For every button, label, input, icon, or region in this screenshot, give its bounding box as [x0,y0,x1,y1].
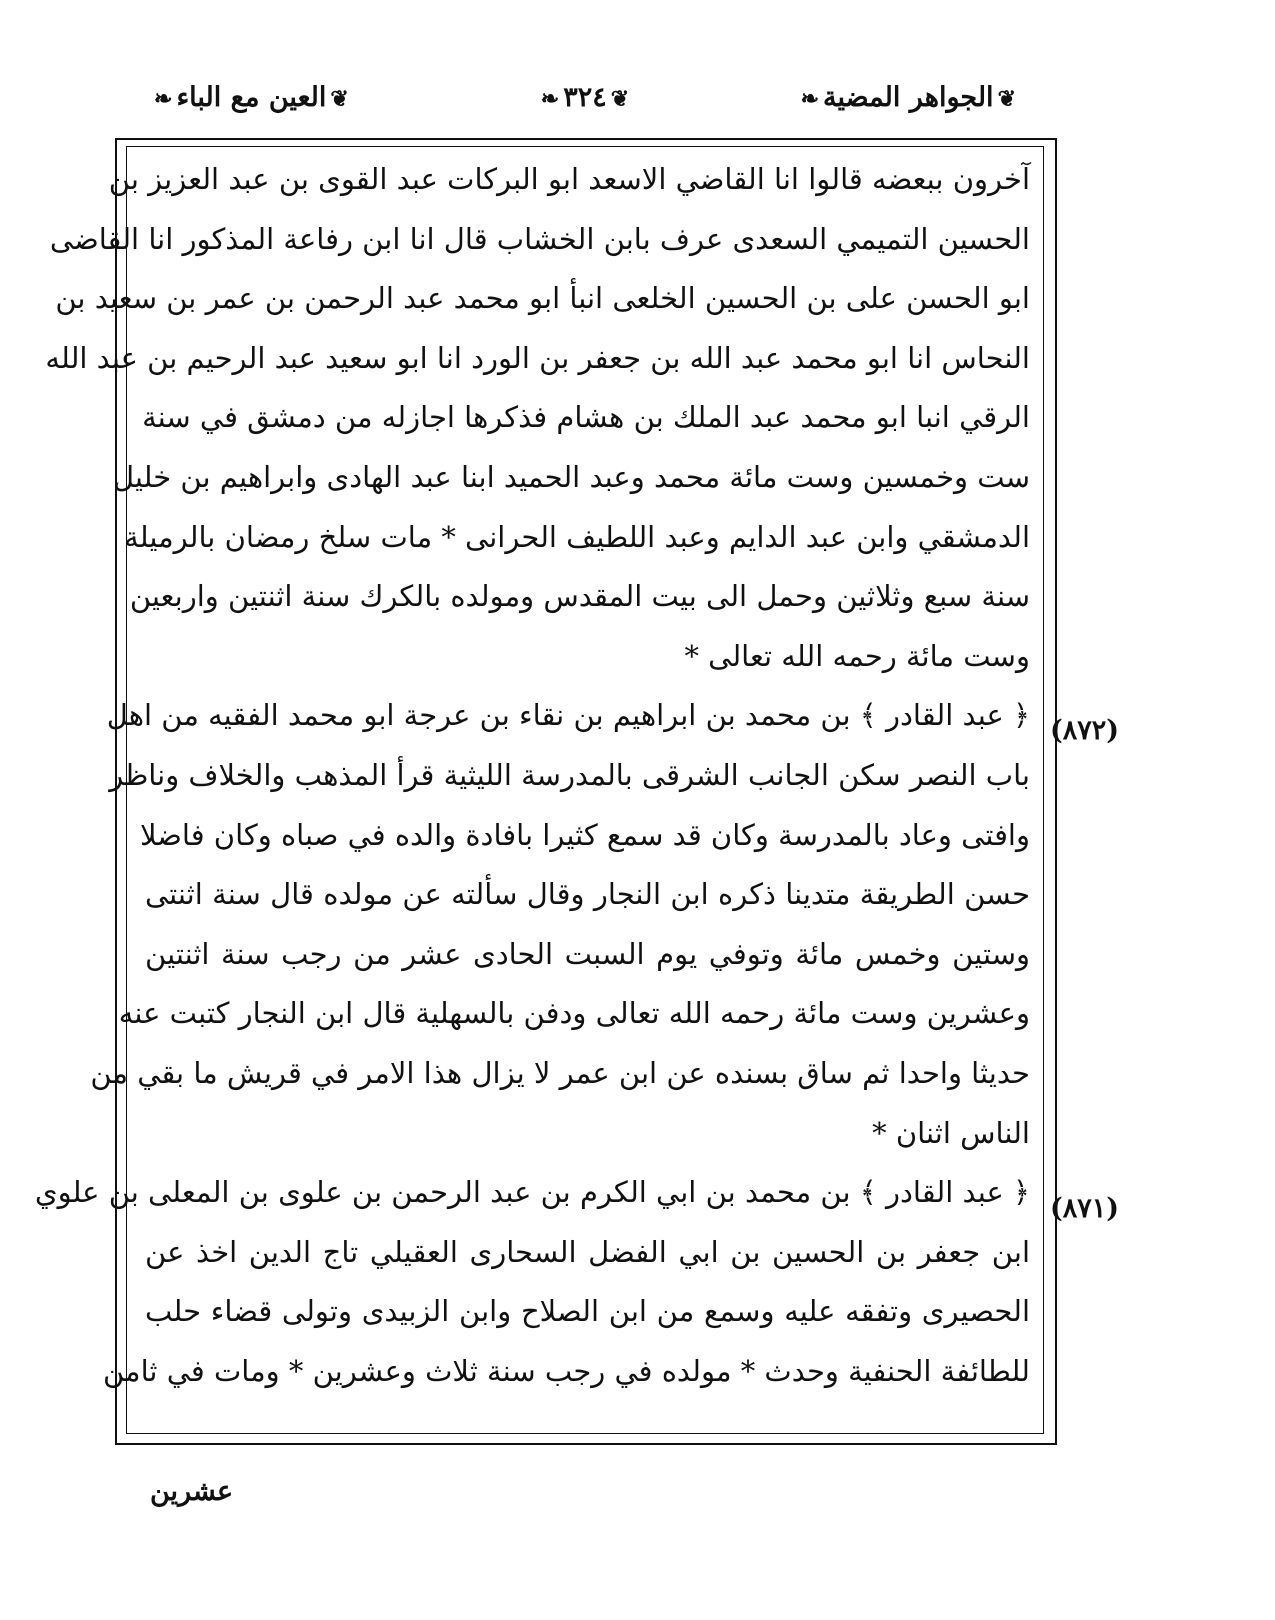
text-line: آخرون ببعضه قالوا انا القاضي الاسعد ابو البركات عبد القوى بن عبد العزيز بن [108,162,1030,196]
text-line: الدمشقي وابن عبد الدايم وعبد اللطيف الحرانى * مات سلخ رمضان بالرميلة [124,519,1030,554]
text-line: الحسين التميمي السعدى عرف بابن الخشاب قال انا ابن رفاعة المذكور انا القاضى [49,221,1030,256]
text-line: ابو الحسن على بن الحسين الخلعى انبأ ابو محمد عبد الرحمن بن عمر بن سعيد بن [55,281,1030,316]
text-line: وست مائة رحمه الله تعالى * [684,638,1030,673]
text-line: وافتى وعاد بالمدرسة وكان قد سمع كثيرا بافادة والده في صباه وكان فاضلا [139,817,1030,852]
text-line: الرقي انبا ابو محمد عبد الملك بن هشام فذكرها اجازله من دمشق في سنة [142,400,1030,435]
entry-number: (٨٧٢) [1050,715,1120,746]
text-line: النحاس انا ابو محمد عبد الله بن جعفر بن الورد انا ابو سعيد عبد الرحيم بن عبد الله [45,340,1030,375]
page-number: ❦٣٢٤❧ [537,82,633,113]
ornament-icon: ❧ [154,86,173,112]
ornament-icon: ❦ [997,86,1016,112]
entry-heading-line: ﴿ عبد القادر ﴾ بن محمد بن ابي الكرم بن عبد الرحمن بن علوى بن المعلى بن علوي [34,1175,1030,1210]
text-line: ست وخمسين وست مائة محمد وعبد الحميد ابنا عبد الهادى وابراهيم بن خليل [112,459,1030,494]
entry-number: (٨٧١) [1050,1193,1120,1224]
main-text [34,150,1030,1401]
text-line: سنة سبع وثلاثين وحمل الى بيت المقدس ومولده بالكرك سنة اثنتين واربعين [129,579,1030,614]
text-line: حسن الطريقة متدينا ذكره ابن النجار وقال سألته عن مولده قال سنة اثنتى [145,877,1030,912]
ornament-icon: ❦ [330,86,349,112]
text-line: حديثا واحدا ثم ساق بسنده عن ابن عمر لا يزال هذا الامر في قريش ما بقي من [90,1055,1030,1090]
running-header [150,82,1020,132]
text-line: وعشرين وست مائة رحمه الله تعالى ودفن بالسهلية قال ابن النجار كتبت عنه [118,996,1030,1031]
ornament-icon: ❦ [610,86,630,112]
text-line: ابن جعفر بن الحسين بن ابي الفضل السحارى العقيلي تاج الدين اخذ عن [145,1234,1030,1269]
text-line: للطائفة الحنفية وحدث * مولده في رجب سنة ثلاث وعشرين * ومات في ثامن [102,1353,1030,1388]
ornament-icon: ❧ [540,86,560,112]
catchword: عشرين [150,1476,234,1507]
text-line: الناس اثنان * [872,1115,1030,1150]
text-line: باب النصر سكن الجانب الشرقى بالمدرسة الليثية قرأ المذهب والخلاف وناظر [109,757,1030,792]
text-line: وستين وخمس مائة وتوفي يوم السبت الحادى عشر من رجب سنة اثنتين [145,936,1030,971]
text-line: الحصيرى وتفقه عليه وسمع من ابن الصلاح وابن الزبيدى وتولى قضاء حلب [145,1294,1030,1329]
ornament-icon: ❧ [800,86,820,112]
section-title: ❦العين مع الباء❧ [150,82,353,113]
book-title: ❦الجواهر المضية❧ [797,82,1020,113]
entry-heading-line: ﴿ عبد القادر ﴾ بن محمد بن ابراهيم بن نقاء بن عرجة ابو محمد الفقيه من اهل [106,698,1030,733]
